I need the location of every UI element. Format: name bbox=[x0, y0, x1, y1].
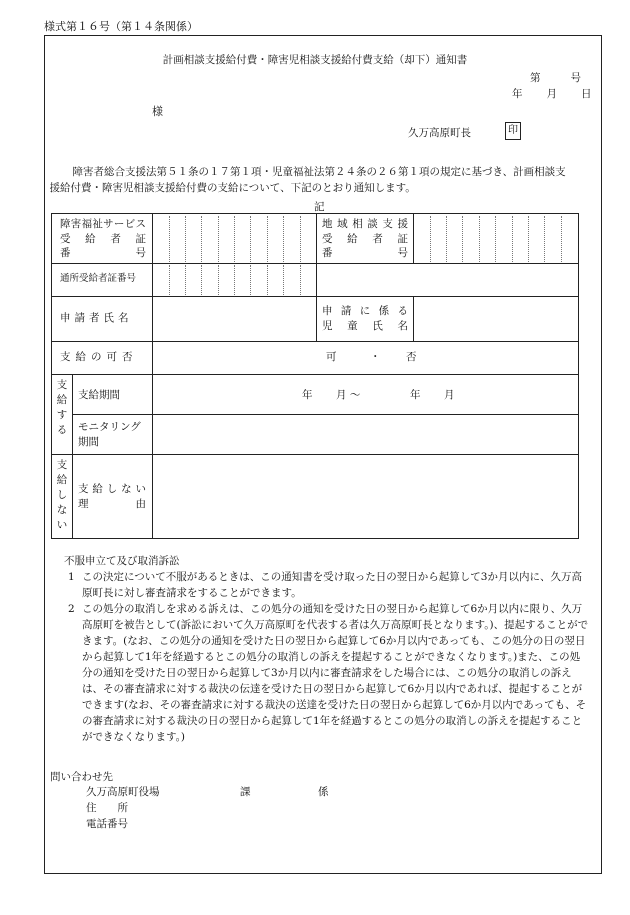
chiiki-cert-label-2: 受 給 者 証 bbox=[322, 233, 408, 245]
shikyu-suru-char: す bbox=[56, 409, 68, 421]
contact-office: 久万高原町役場 bbox=[86, 786, 160, 798]
approval-label: 支給の可否 bbox=[60, 351, 138, 363]
shikyu-shinai-char: な bbox=[56, 504, 68, 516]
period-end-year: 年 bbox=[410, 389, 421, 401]
contact-phone-label: 電話番号 bbox=[86, 818, 128, 830]
approval-hi: 否 bbox=[406, 351, 417, 363]
approval-dot: ・ bbox=[370, 351, 381, 363]
date-year: 年 bbox=[512, 88, 523, 100]
ki-label: 記 bbox=[314, 201, 325, 213]
service-cert-label-1: 障害福祉サービス bbox=[60, 218, 146, 230]
chiiki-cert-label-1: 地域相談支援 bbox=[322, 218, 408, 230]
document-title: 計画相談支援給付費・障害児相談支援給付費支給（却下）通知書 bbox=[162, 54, 468, 66]
document-date bbox=[512, 86, 592, 101]
date-day: 日 bbox=[581, 88, 592, 100]
shikyu-shinai-char: し bbox=[56, 489, 68, 501]
contact-title: 問い合わせ先 bbox=[50, 771, 113, 783]
child-name-label-2: 児 童 氏 名 bbox=[322, 320, 408, 332]
doc-no-prefix: 第 bbox=[530, 72, 541, 84]
service-cert-label-2: 受 給 者 証 bbox=[60, 233, 146, 245]
shikyu-suru-char: 給 bbox=[56, 394, 68, 406]
applicant-name-label: 申請者氏名 bbox=[60, 312, 133, 324]
monitoring-label-1: モニタリング bbox=[78, 421, 141, 433]
shikyu-shinai-char: 支 bbox=[56, 459, 68, 471]
contact-address-label: 住 所 bbox=[86, 802, 128, 814]
approval-ka: 可 bbox=[326, 351, 337, 363]
document-number bbox=[530, 70, 581, 85]
doc-no-suffix: 号 bbox=[570, 72, 581, 84]
shikyu-shinai-label bbox=[56, 458, 68, 533]
body-line: 援給付費・障害児相談支援給付費の支給について、下記のとおり通知します。 bbox=[49, 182, 416, 194]
monitoring-label-2: 期間 bbox=[78, 436, 99, 448]
note-text: この処分の取消しを求める訴えは、この処分の通知を受けた日の翌日から起算して6か月以内に限り、久万高原町を被告として(訴訟において久万高原町を代表する者は久万高原町長となります。)、提起することができます。(なお、この処分の通知を受けた日の翌日から起算して6か月以内であっても、この処分の日の翌日から起算して1年を経過するとこの処分の取消しの訴えを提起することができなくなります。)また、この処分の通知を受けた日の翌日から起算して3か月以内に審査請求をした場合には、この処分の取消しの訴えは、その審査請求に対する裁決の伝達を受けた日の翌日から起算して6か月以内であれば、提起することができます(なお、その審査請求に対する裁決の送達を受けた日の翌日から起算して6か月以内であっても、その審査請求に対する裁決の日の翌日から起算して1年を経過するとこの処分の取消しの訴えを提起することができなくなります。) bbox=[82, 603, 589, 743]
body-line: 障害者総合支援法第５１条の１７第１項・児童福祉法第２４条の２６第１項の規定に基づき、計画相談支 bbox=[72, 166, 566, 178]
tsusho-cert-label: 通所受給者証番号 bbox=[60, 273, 137, 284]
reason-label-2: 理 由 bbox=[78, 498, 146, 510]
reason-label-1: 支給しない bbox=[78, 483, 146, 495]
child-name-label-1: 申請に係る bbox=[322, 305, 408, 317]
period-start-year: 年 bbox=[302, 389, 313, 401]
note-item bbox=[62, 601, 590, 745]
appeal-notes bbox=[62, 553, 590, 745]
notice-table bbox=[51, 213, 579, 539]
shikyu-shinai-char: い bbox=[56, 519, 68, 531]
period-end-month: 月 bbox=[444, 389, 455, 401]
period-label: 支給期間 bbox=[78, 389, 120, 401]
form-number-label: 様式第１６号（第１４条関係） bbox=[44, 20, 198, 33]
shikyu-shinai-char: 給 bbox=[56, 474, 68, 486]
note-number: 1 bbox=[68, 571, 75, 583]
notes-title: 不服申立て及び取消訴訟 bbox=[64, 555, 180, 567]
addressee-suffix: 様 bbox=[152, 105, 163, 118]
contact-ka: 課 bbox=[240, 786, 251, 798]
shikyu-suru-char: 支 bbox=[56, 379, 68, 391]
issuer-name: 久万高原町長 bbox=[408, 127, 471, 139]
service-cert-label-3: 番 号 bbox=[60, 247, 146, 259]
note-item bbox=[62, 569, 590, 601]
contact-kakari: 係 bbox=[318, 786, 329, 798]
date-month: 月 bbox=[546, 88, 557, 100]
shikyu-suru-label bbox=[56, 378, 68, 438]
note-number: 2 bbox=[68, 603, 75, 615]
chiiki-cert-label-3: 番 号 bbox=[322, 247, 408, 259]
period-start-month: 月 ～ bbox=[336, 389, 361, 401]
note-text: この決定について不服があるときは、この通知書を受け取った日の翌日から起算して3か月以内に、久万高原町長に対し審査請求をすることができます。 bbox=[82, 571, 582, 599]
seal-mark: 印 bbox=[505, 122, 521, 140]
shikyu-suru-char: る bbox=[56, 424, 68, 436]
body-text bbox=[49, 164, 590, 196]
